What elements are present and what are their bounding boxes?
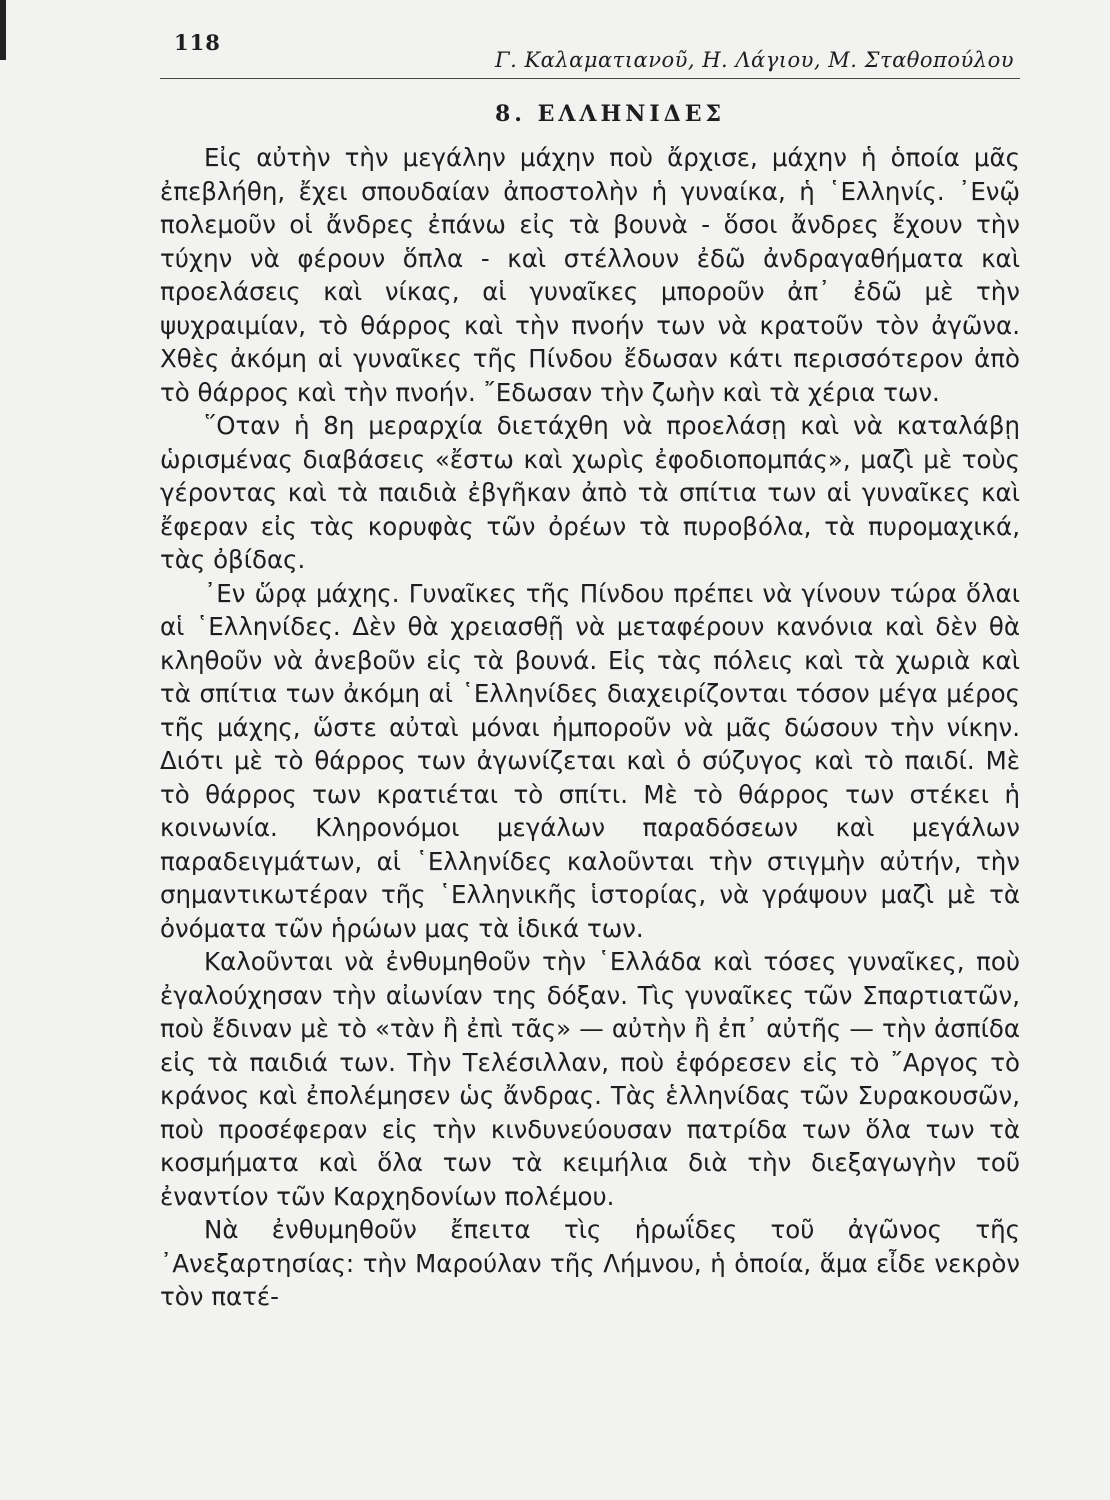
paragraph: ᾿Εν ὥρᾳ μάχης. Γυναῖκες τῆς Πίνδου πρέπει νὰ γίνουν τώρα ὅλαι αἱ ῾Ελληνίδες. Δὲν θὰ χρειασθῇ νὰ μεταφέρουν κανόνια καὶ δὲν θὰ κληθοῦν νὰ ἀνεβοῦν εἰς τὰ βουνά. Εἰς τὰς πόλεις καὶ τὰ χωριὰ καὶ τὰ σπίτια των ἀκόμη αἱ ῾Ελληνίδες διαχειρίζονται τόσον μέγα μέρος τῆς μάχης, ὥστε αὐταὶ μόναι ἠμποροῦν νὰ μᾶς δώσουν τὴν νίκην. Διότι μὲ τὸ θάρρος των ἀγωνίζεται καὶ ὁ σύζυγος καὶ τὸ παιδί. Μὲ τὸ θάρρος των κρατιέται τὸ σπίτι. Μὲ τὸ θάρρος των στέκει ἡ κοινωνία. Κληρονόμοι μεγάλων παραδόσεων καὶ μεγάλων παραδειγμάτων, αἱ ῾Ελληνίδες καλοῦνται τὴν στιγμὴν αὐτήν, τὴν σημαντικωτέραν τῆς ῾Ελληνικῆς ἱστορίας, νὰ γράψουν μαζὶ μὲ τὰ ὀνόματα τῶν ἡρώων μας τὰ ἰδικά των. bbox=[160, 578, 1020, 943]
paragraph: Νὰ ἐνθυμηθοῦν ἔπειτα τὶς ἡρωΐδες τοῦ ἀγῶνος τῆς ᾿Ανεξαρτησίας: τὴν Μαρούλαν τῆς Λήμνου, ἡ ὁποία, ἅμα εἶδε νεκρὸν τὸν πατέ- bbox=[160, 1215, 1020, 1311]
paragraph: ῞Οταν ἡ 8η μεραρχία διετάχθη νὰ προελάσῃ καὶ νὰ καταλάβῃ ὡρισμένας διαβάσεις «ἔστω καὶ χωρὶς ἐφοδιοπομπάς», μαζὶ μὲ τοὺς γέροντας καὶ τὰ παιδιὰ ἐβγῆκαν ἀπὸ τὰ σπίτια των αἱ γυναῖκες καὶ ἔφεραν εἰς τὰς κορυφὰς τῶν ὀρέων τὰ πυροβόλα, τὰ πυρομαχικά, τὰς ὀβίδας. bbox=[160, 411, 1020, 574]
section-title: 8. ΕΛΛΗΝΙΔΕΣ bbox=[494, 101, 726, 127]
book-page bbox=[160, 30, 1020, 1314]
body-text bbox=[160, 141, 1020, 1314]
paragraph: Εἰς αὐτὴν τὴν μεγάλην μάχην ποὺ ἄρχισε, μάχην ἡ ὁποία μᾶς ἐπεβλήθη, ἔχει σπουδαίαν ἀποστολὴν ἡ γυναίκα, ἡ ῾Ελληνίς. ᾿Ενῷ πολεμοῦν οἱ ἄνδρες ἐπάνω εἰς τὰ βουνὰ - ὅσοι ἄνδρες ἔχουν τὴν τύχην νὰ φέρουν ὅπλα - καὶ στέλλουν ἐδῶ ἀνδραγαθήματα καὶ προελάσεις καὶ νίκας, αἱ γυναῖκες μποροῦν ἀπ᾿ ἐδῶ μὲ τὴν ψυχραιμίαν, τὸ θάρρος καὶ τὴν πνοήν των νὰ κρατοῦν τὸν ἀγῶνα. Χθὲς ἀκόμη αἱ γυναῖκες τῆς Πίνδου ἔδωσαν κάτι περισσότερον ἀπὸ τὸ θάρρος καὶ τὴν πνοήν. ῎Εδωσαν τὴν ζωὴν καὶ τὰ χέρια των. bbox=[160, 143, 1020, 407]
scan-edge-shadow bbox=[0, 0, 6, 60]
running-head-authors: Γ. Καλαματιανοῦ, Η. Λάγιου, Μ. Σταθοπούλου bbox=[495, 48, 1014, 72]
page-number: 118 bbox=[174, 30, 221, 55]
running-head bbox=[160, 30, 1020, 79]
paragraph: Καλοῦνται νὰ ἐνθυμηθοῦν τὴν ῾Ελλάδα καὶ τόσες γυναῖκες, ποὺ ἐγαλούχησαν τὴν αἰωνίαν της δόξαν. Τὶς γυναῖκες τῶν Σπαρτιατῶν, ποὺ ἔδιναν μὲ τὸ «τὰν ἢ ἐπὶ τᾶς» — αὐτὴν ἢ ἐπ᾿ αὐτῆς — τὴν ἀσπίδα εἰς τὰ παιδιά των. Τὴν Τελέσιλλαν, ποὺ ἐφόρεσεν εἰς τὸ ῎Αργος τὸ κράνος καὶ ἐπολέμησεν ὡς ἄνδρας. Τὰς ἑλληνίδας τῶν Συρακουσῶν, ποὺ προσέφεραν εἰς τὴν κινδυνεύουσαν πατρίδα των ὅλα των τὰ κοσμήματα καὶ ὅλα των τὰ κειμήλια διὰ τὴν διεξαγωγὴν τοῦ ἐναντίον τῶν Καρχηδονίων πολέμου. bbox=[160, 947, 1020, 1211]
